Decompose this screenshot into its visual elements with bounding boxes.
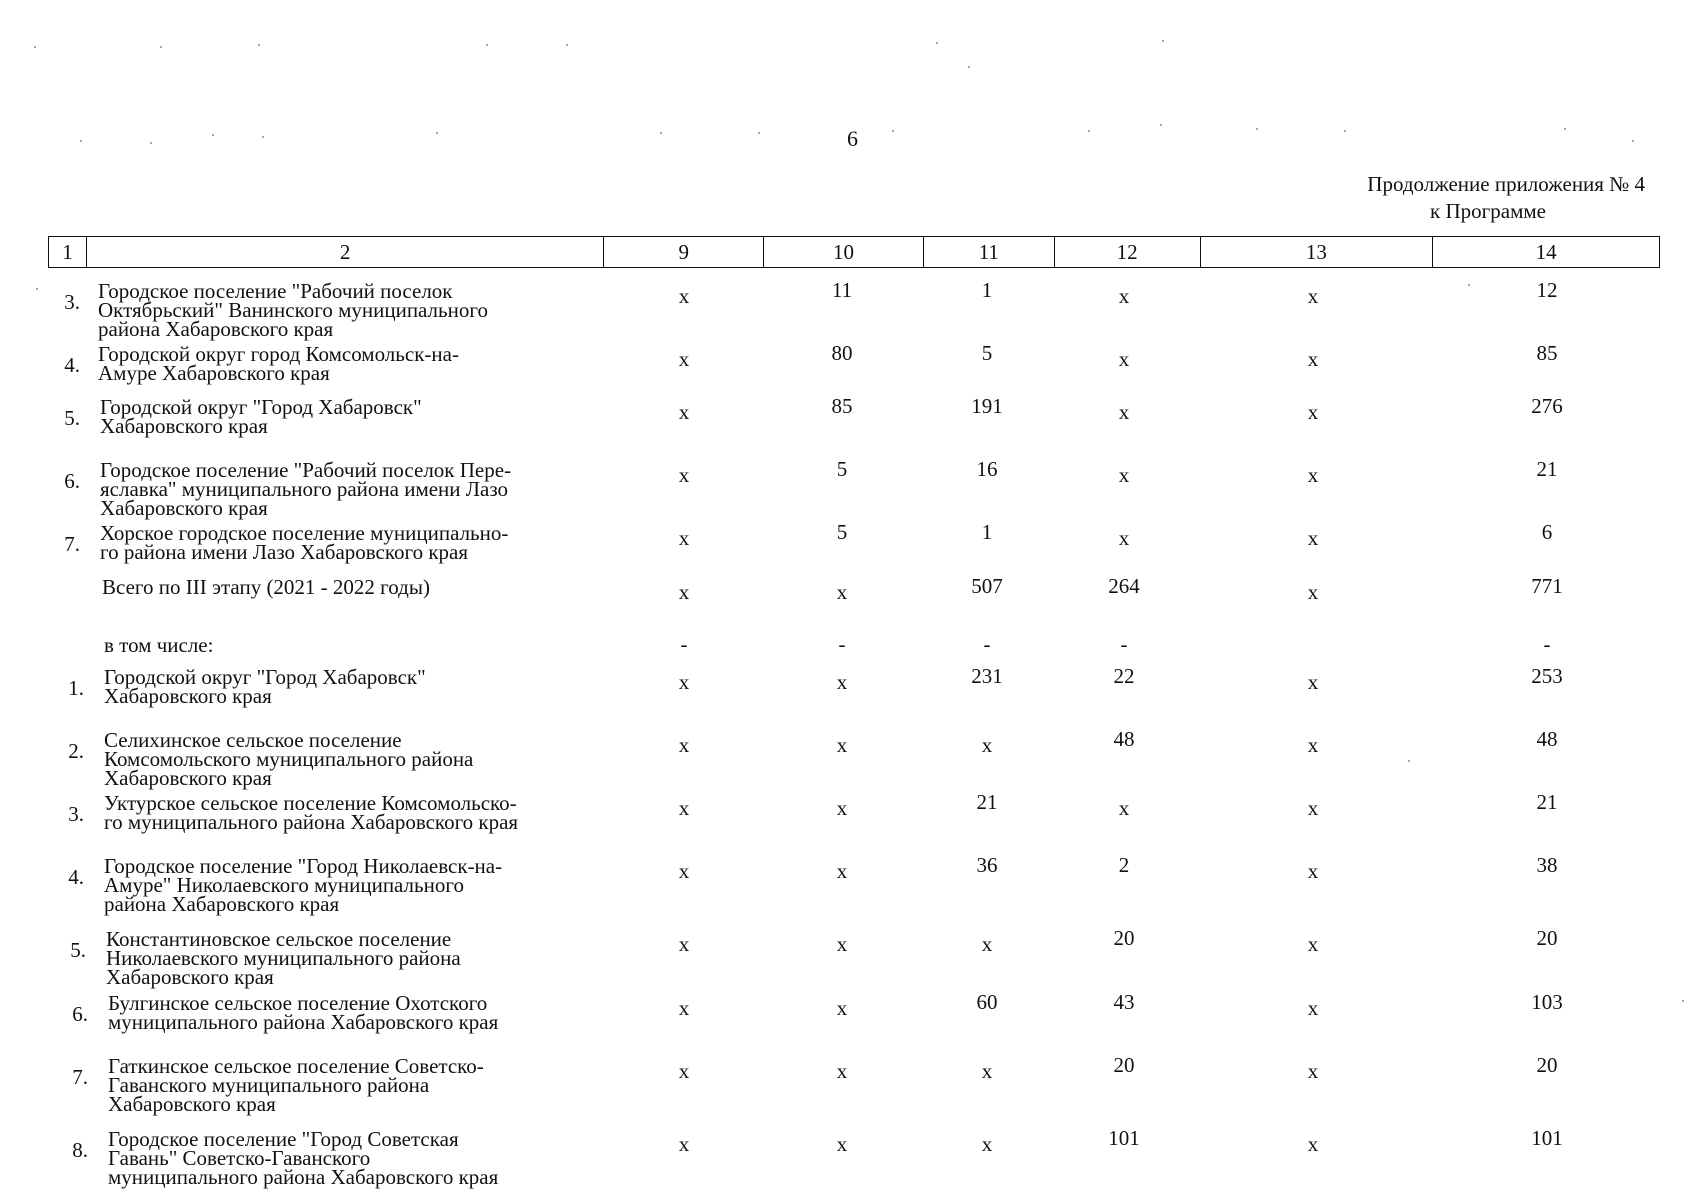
row-value: 5: [836, 457, 848, 481]
row-value: 253: [1531, 664, 1563, 688]
row-name: Городское поселение "Город Николаевск-на- Амуре" Николаевского муниципального района Хабаровского края: [104, 854, 503, 916]
row-value: x: [1118, 400, 1130, 424]
scan-speck: [1468, 284, 1470, 286]
row-value: x: [836, 580, 848, 604]
row-name: Булгинское сельское поселение Охотского муниципального района Хабаровского края: [108, 991, 499, 1034]
scan-speck: [262, 136, 264, 138]
row-value: x: [1118, 526, 1130, 550]
row-number: 2.: [68, 739, 84, 763]
row-value: 21: [976, 790, 998, 814]
scan-speck: [80, 140, 82, 142]
appendix-line-1: Продолжение приложения № 4: [1367, 172, 1645, 196]
row-value: x: [1118, 284, 1130, 308]
row-value: 60: [976, 990, 998, 1014]
row-number: 6.: [64, 469, 80, 493]
row-value: 264: [1108, 574, 1140, 598]
row-value: x: [1307, 932, 1319, 956]
row-name: Городской округ город Комсомольск-на- Амуре Хабаровского края: [98, 342, 459, 385]
row-value: x: [1307, 580, 1319, 604]
table-header: [48, 236, 1660, 268]
row-value: 16: [976, 457, 998, 481]
row-value: 276: [1531, 394, 1563, 418]
row-value: x: [678, 996, 690, 1020]
scan-speck: [34, 46, 36, 48]
row-value: x: [678, 400, 690, 424]
row-value: x: [678, 733, 690, 757]
header-cell: 11: [924, 237, 1055, 267]
row-name: Гаткинское сельское поселение Советско- Гаванского муниципального района Хабаровского края: [108, 1054, 484, 1116]
row-value: x: [836, 932, 848, 956]
row-value: -: [680, 632, 688, 656]
scan-speck: [936, 42, 938, 44]
header-cell: 14: [1535, 239, 1557, 264]
page-number: 6: [847, 126, 858, 151]
row-value: x: [981, 1132, 993, 1156]
row-value: x: [678, 463, 690, 487]
row-value: 20: [1536, 926, 1558, 950]
row-value: x: [981, 733, 993, 757]
header-cell: 1: [49, 237, 87, 267]
row-value: x: [1118, 347, 1130, 371]
row-value: x: [678, 932, 690, 956]
row-value: 6: [1541, 520, 1553, 544]
row-value: 101: [1531, 1126, 1563, 1150]
row-name: Городское поселение "Рабочий поселок Пере- яславка" муниципального района имени Лазо Хабаровского края: [100, 458, 512, 520]
scan-speck: [1632, 140, 1634, 142]
row-value: 38: [1536, 853, 1558, 877]
row-value: -: [838, 632, 846, 656]
row-name: Городской округ "Город Хабаровск" Хабаровского края: [104, 665, 426, 708]
row-value: x: [836, 996, 848, 1020]
header-cell: 12: [1055, 237, 1201, 267]
row-value: 191: [971, 394, 1003, 418]
row-value: 507: [971, 574, 1003, 598]
header-cell: 10: [764, 237, 924, 267]
row-name: Городское поселение "Рабочий поселок Октябрьский" Ванинского муниципального района Хабаровского края: [98, 279, 488, 341]
row-value: x: [836, 1059, 848, 1083]
row-value: 11: [831, 278, 853, 302]
row-value: 12: [1536, 278, 1558, 302]
scan-speck: [1088, 130, 1090, 132]
row-value: 20: [1113, 1053, 1135, 1077]
row-value: x: [1307, 284, 1319, 308]
row-value: 103: [1531, 990, 1563, 1014]
row-value: 80: [831, 341, 853, 365]
row-value: x: [836, 859, 848, 883]
row-name: Всего по III этапу (2021 - 2022 годы): [102, 575, 430, 599]
row-value: 21: [1536, 457, 1558, 481]
row-value: x: [981, 1059, 993, 1083]
row-number: 3.: [68, 802, 84, 826]
row-number: 7.: [64, 532, 80, 556]
row-number: 5.: [64, 406, 80, 430]
scan-speck: [36, 288, 38, 290]
row-number: 5.: [70, 938, 86, 962]
row-value: x: [678, 1132, 690, 1156]
row-value: x: [1307, 400, 1319, 424]
scan-speck: [892, 130, 894, 132]
row-value: x: [836, 796, 848, 820]
row-value: x: [1307, 463, 1319, 487]
header-cell: 13: [1201, 237, 1434, 267]
scan-speck: [212, 134, 214, 136]
row-number: 4.: [64, 353, 80, 377]
row-value: 20: [1113, 926, 1135, 950]
row-value: 43: [1113, 990, 1135, 1014]
scan-speck: [258, 44, 260, 46]
row-value: x: [678, 526, 690, 550]
row-value: 21: [1536, 790, 1558, 814]
row-value: 1: [981, 278, 993, 302]
row-number: 7.: [72, 1065, 88, 1089]
row-value: 22: [1113, 664, 1135, 688]
row-number: 8.: [72, 1138, 88, 1162]
scan-speck: [436, 132, 438, 134]
header-cell: 2: [87, 237, 604, 267]
row-value: x: [678, 796, 690, 820]
appendix-line-2: к Программе: [1430, 199, 1546, 223]
row-value: -: [1543, 632, 1551, 656]
row-name: Городской округ "Город Хабаровск" Хабаровского края: [100, 395, 422, 438]
row-value: x: [1118, 796, 1130, 820]
row-name: в том числе:: [104, 633, 214, 657]
scan-speck: [486, 44, 488, 46]
scan-speck: [1682, 1000, 1684, 1002]
row-value: 85: [831, 394, 853, 418]
scan-speck: [1564, 128, 1566, 130]
row-number: 6.: [72, 1002, 88, 1026]
row-value: x: [1307, 1059, 1319, 1083]
scan-speck: [660, 132, 662, 134]
row-value: x: [1118, 463, 1130, 487]
row-value: 231: [971, 664, 1003, 688]
row-value: 101: [1108, 1126, 1140, 1150]
row-value: x: [836, 733, 848, 757]
row-value: x: [1307, 1132, 1319, 1156]
row-name: Хорское городское поселение муниципально- го района имени Лазо Хабаровского края: [100, 521, 509, 564]
row-value: -: [1120, 632, 1128, 656]
row-value: 1: [981, 520, 993, 544]
row-value: 5: [981, 341, 993, 365]
row-value: x: [678, 859, 690, 883]
row-value: 85: [1536, 341, 1558, 365]
scan-speck: [150, 142, 152, 144]
scan-speck: [758, 132, 760, 134]
scan-speck: [1256, 128, 1258, 130]
row-value: 5: [836, 520, 848, 544]
row-value: 2: [1118, 853, 1130, 877]
scan-speck: [566, 44, 568, 46]
header-cell: 9: [604, 237, 764, 267]
row-value: 20: [1536, 1053, 1558, 1077]
row-value: -: [983, 632, 991, 656]
row-value: x: [678, 347, 690, 371]
row-value: x: [981, 932, 993, 956]
row-value: 48: [1536, 727, 1558, 751]
scan-speck: [1344, 130, 1346, 132]
row-name: Константиновское сельское поселение Николаевского муниципального района Хабаровского края: [106, 927, 461, 989]
scan-speck: [160, 46, 162, 48]
row-value: x: [1307, 526, 1319, 550]
row-name: Городское поселение "Город Советская Гавань" Советско-Гаванского муниципального района Хабаровского края: [108, 1127, 499, 1189]
row-name: Селихинское сельское поселение Комсомольского муниципального района Хабаровского края: [104, 728, 474, 790]
scan-speck: [1408, 760, 1410, 762]
row-value: x: [678, 580, 690, 604]
row-value: x: [1307, 733, 1319, 757]
scan-speck: [1162, 40, 1164, 42]
row-name: Уктурское сельское поселение Комсомольско- го муниципального района Хабаровского края: [104, 791, 519, 834]
row-value: x: [678, 670, 690, 694]
row-value: 48: [1113, 727, 1135, 751]
row-value: x: [1307, 796, 1319, 820]
row-value: 771: [1531, 574, 1563, 598]
row-value: x: [1307, 347, 1319, 371]
row-number: 1.: [68, 676, 84, 700]
row-value: x: [678, 284, 690, 308]
row-value: x: [836, 670, 848, 694]
row-value: x: [1307, 996, 1319, 1020]
row-number: 4.: [68, 865, 84, 889]
row-number: 3.: [64, 290, 80, 314]
row-value: x: [1307, 859, 1319, 883]
row-value: x: [1307, 670, 1319, 694]
scan-speck: [968, 66, 970, 68]
row-value: x: [678, 1059, 690, 1083]
appendix-caption: [1367, 171, 1645, 225]
row-value: 36: [976, 853, 998, 877]
row-value: x: [836, 1132, 848, 1156]
scan-speck: [1160, 124, 1162, 126]
